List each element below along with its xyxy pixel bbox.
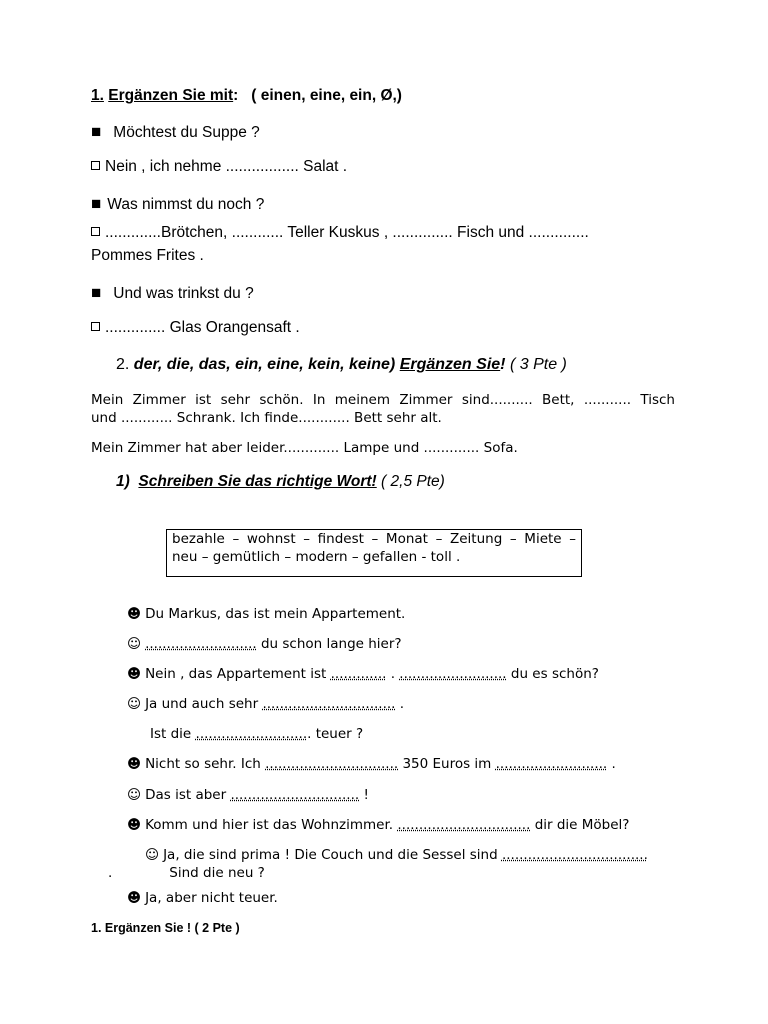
- answer-blank[interactable]: ...............................: [262, 696, 396, 712]
- section1-heading-num: 1.: [91, 87, 104, 104]
- dialog-text: Das ist aber: [145, 787, 227, 803]
- line-text: .............. Glas Orangensaft .: [105, 319, 300, 336]
- answer-blank[interactable]: ...............................: [397, 817, 531, 833]
- hollow-square-bullet: [91, 227, 100, 236]
- answer-blank[interactable]: .........................: [399, 666, 507, 682]
- line-text: .............Brötchen, ............ Teller Kuskus , .............. Fisch und ..............: [105, 224, 589, 241]
- dialog-text: .: [390, 666, 395, 682]
- section2-paragraph-line-2: und ............ Schrank. Ich finde............ Bett sehr alt.: [91, 410, 442, 426]
- white-smiley-icon: ☺: [145, 847, 160, 863]
- section2-exclaim: !: [500, 356, 506, 373]
- dark-smiley-icon: ☻: [127, 666, 142, 682]
- answer-blank[interactable]: ..........................: [145, 636, 257, 652]
- dialog-row: [127, 636, 402, 652]
- dialog-text: Ist die: [150, 726, 192, 742]
- dark-smiley-icon: ☻: [127, 756, 142, 772]
- line-text: Pommes Frites .: [91, 247, 204, 264]
- white-smiley-icon: ☺: [127, 787, 142, 803]
- dialog-text: Ja und auch sehr: [145, 696, 259, 712]
- section3-num: 1): [116, 473, 130, 490]
- dialog-row: [145, 847, 648, 863]
- answer-blank[interactable]: ..............................: [230, 787, 360, 803]
- dialog-row: [108, 865, 265, 881]
- filled-square-bullet: ■: [91, 194, 102, 213]
- dialog-row: [127, 696, 404, 712]
- dialog-line-2: [91, 158, 347, 176]
- answer-blank[interactable]: ..........................: [495, 756, 608, 772]
- word-box: [166, 529, 582, 577]
- dialog-text: du schon lange hier?: [260, 636, 402, 652]
- dialog-text: dir die Möbel?: [534, 817, 630, 833]
- section4-heading: 1. Ergänzen Sie ! ( 2 Pte ): [91, 921, 240, 935]
- answer-blank[interactable]: .............: [330, 666, 387, 682]
- dialog-line-6: [91, 283, 254, 303]
- section2-points: ( 3 Pte ): [509, 356, 567, 373]
- section1-heading-label: Ergänzen Sie mit: [108, 87, 234, 104]
- section2-paragraph-2: Mein Zimmer hat aber leider............. Lampe und ............. Sofa.: [91, 440, 518, 456]
- dialog-line-4: [91, 224, 589, 242]
- dialog-text: Ja, aber nicht teuer.: [145, 890, 278, 906]
- section2-paragraph-line-1: Mein Zimmer ist sehr schön. In meinem Zimmer sind.......... Bett, ........... Tisch: [91, 392, 675, 408]
- answer-blank[interactable]: ...............................: [265, 756, 399, 772]
- line-text: Und was trinkst du ?: [113, 285, 254, 302]
- dialog-text: .: [399, 696, 405, 712]
- section1-heading-options: ( einen, eine, ein, Ø,): [251, 87, 402, 104]
- answer-blank[interactable]: ..........................: [195, 726, 308, 742]
- section3-instruction: Schreiben Sie das richtige Wort!: [138, 473, 377, 490]
- dialog-text: Du Markus, das ist mein Appartement.: [145, 606, 406, 622]
- section3-points: ( 2,5 Pte): [381, 473, 445, 490]
- white-smiley-icon: ☺: [127, 696, 142, 712]
- section2-instruction: Ergänzen Sie: [399, 356, 501, 373]
- dialog-row: [127, 606, 405, 622]
- dialog-text: Ja, die sind prima ! Die Couch und die Sessel sind: [163, 847, 498, 863]
- dialog-row: [127, 756, 616, 772]
- line-text: Nein , ich nehme ................. Salat .: [105, 158, 348, 175]
- dialog-row: [150, 726, 363, 742]
- dialog-line-5: [91, 247, 204, 265]
- section1-heading: [91, 87, 402, 105]
- line-text: Was nimmst du noch ?: [107, 196, 265, 213]
- dialog-row: [127, 666, 599, 682]
- dialog-text: . teuer ?: [307, 726, 364, 742]
- dialog-row: [127, 817, 629, 833]
- dialog-text: Nein , das Appartement ist: [145, 666, 327, 682]
- dialog-text: Sind die neu ?: [169, 865, 265, 881]
- section3-heading: [116, 473, 445, 491]
- dialog-line-1: [91, 122, 260, 142]
- dialog-text: !: [363, 787, 369, 803]
- word-box-line-1: bezahle – wohnst – findest – Monat – Zeitung – Miete –: [172, 531, 576, 547]
- dialog-text: Komm und hier ist das Wohnzimmer.: [145, 817, 394, 833]
- dialog-row: [127, 787, 369, 803]
- word-box-line-2: neu – gemütlich – modern – gefallen - toll .: [172, 549, 461, 565]
- section1-heading-colon: :: [233, 87, 239, 104]
- dialog-text: 350 Euros im: [402, 756, 492, 772]
- dialog-text: Nicht so sehr. Ich: [145, 756, 261, 772]
- dark-smiley-icon: ☻: [127, 817, 142, 833]
- white-smiley-icon: ☺: [127, 636, 142, 652]
- filled-square-bullet: ■: [91, 122, 102, 141]
- dark-smiley-icon: ☻: [127, 890, 142, 906]
- answer-blank[interactable]: ..................................: [501, 847, 648, 863]
- dialog-text: .: [108, 865, 113, 881]
- section2-heading: [116, 356, 567, 374]
- dialog-line-3: [91, 194, 264, 214]
- section2-words: der, die, das, ein, eine, kein, keine): [133, 356, 396, 373]
- dialog-text: du es schön?: [510, 666, 599, 682]
- hollow-square-bullet: [91, 161, 100, 170]
- hollow-square-bullet: [91, 322, 100, 331]
- dark-smiley-icon: ☻: [127, 606, 142, 622]
- section2-num: 2.: [116, 356, 130, 373]
- line-text: Möchtest du Suppe ?: [113, 124, 260, 141]
- filled-square-bullet: ■: [91, 283, 102, 302]
- dialog-row: [127, 890, 278, 906]
- dialog-text: .: [611, 756, 616, 772]
- dialog-line-7: [91, 319, 300, 337]
